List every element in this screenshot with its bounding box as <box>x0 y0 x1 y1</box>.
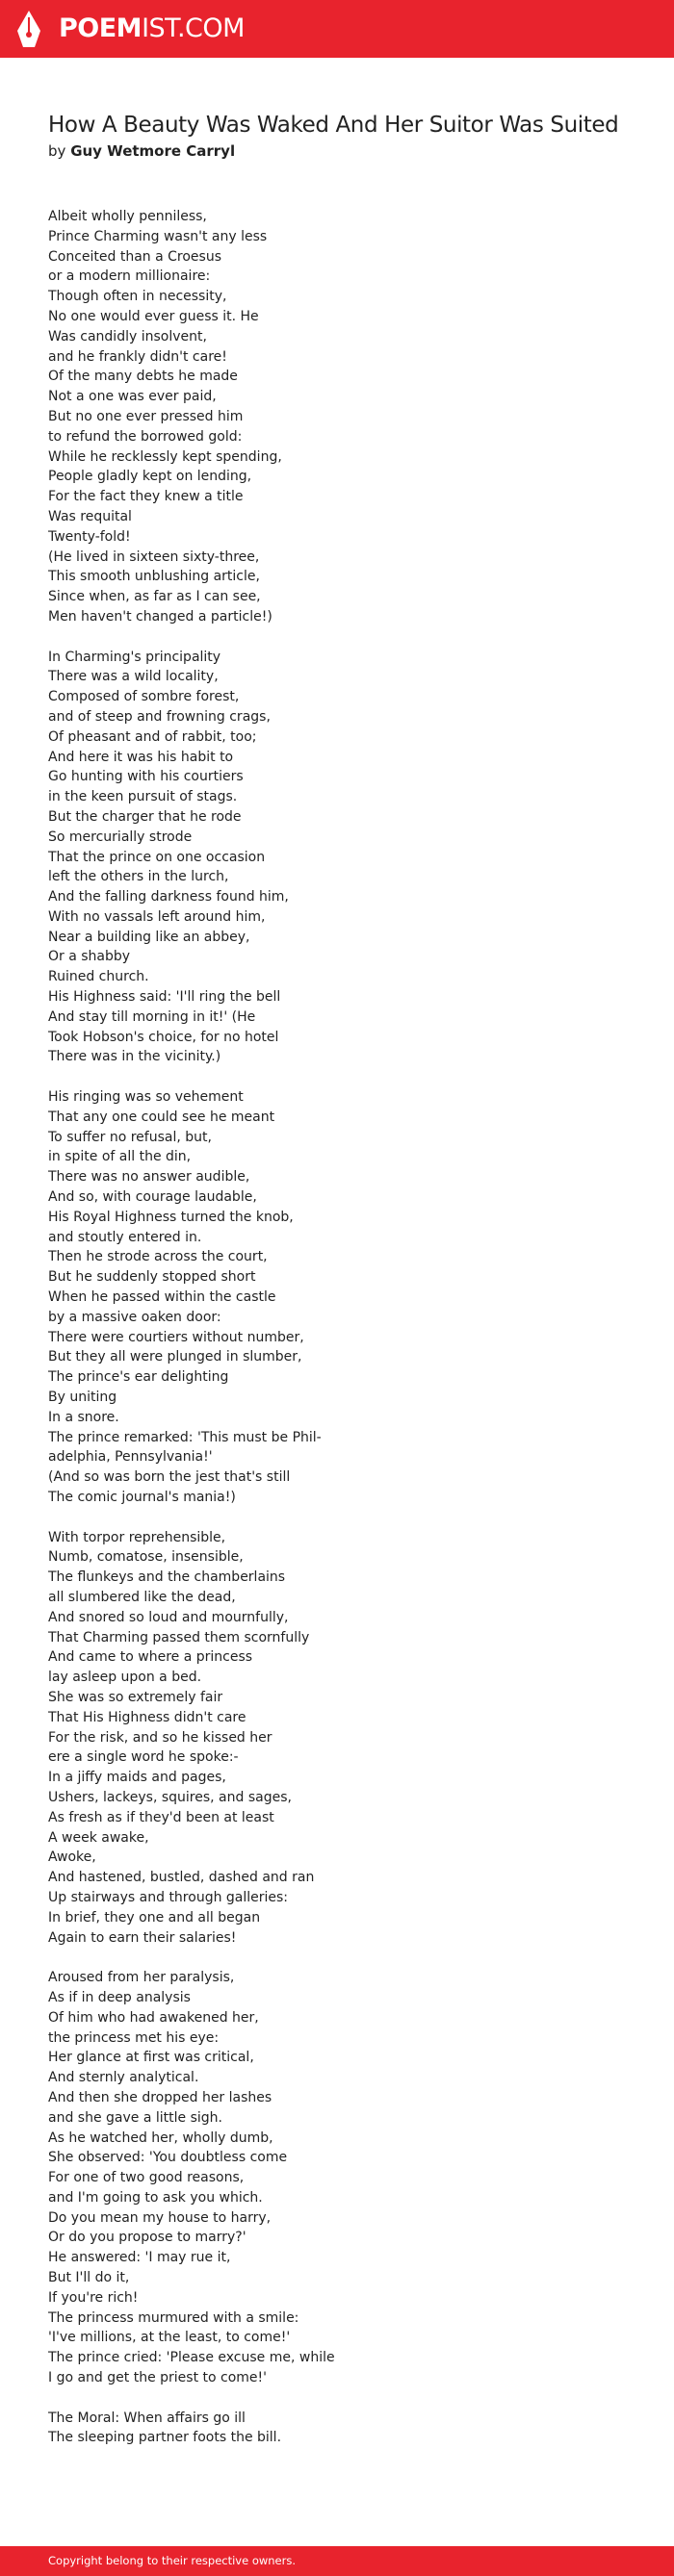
poem-line: She observed: 'You doubtless come <box>48 2150 288 2166</box>
poem-line: in spite of all the din, <box>48 1149 192 1165</box>
poem-line: Of the many debts he made <box>48 369 238 385</box>
poem-line: The prince cried: 'Please excuse me, while <box>48 2350 335 2366</box>
poem-line: Not a one was ever paid, <box>48 389 217 405</box>
poem-line: In Charming's principality <box>48 649 221 665</box>
poem-line: The prince's ear delighting <box>48 1369 229 1386</box>
poem-line: in the keen pursuit of stags. <box>48 789 238 805</box>
poem-line: Aroused from her paralysis, <box>48 1970 235 1986</box>
poem-line: But no one ever pressed him <box>48 408 244 424</box>
poem-line: His Highness said: 'I'll ring the bell <box>48 989 281 1006</box>
poem-line: To suffer no refusal, but, <box>48 1129 212 1145</box>
poem-line: That Charming passed them scornfully <box>48 1629 310 1645</box>
by-label: by <box>48 142 66 160</box>
poem-line: The princess murmured with a smile: <box>48 2309 299 2326</box>
poem-line: Or do you propose to marry?' <box>48 2230 246 2246</box>
poem-line: and stoutly entered in. <box>48 1229 202 1245</box>
site-footer <box>0 2546 674 2576</box>
logo-text-bold: POEM <box>59 13 143 43</box>
poem-line: the princess met his eye: <box>48 2029 220 2046</box>
author-link[interactable]: Guy Wetmore Carryl <box>70 142 236 160</box>
poem-line: by a massive oaken door: <box>48 1309 221 1325</box>
poem-line: Again to earn their salaries! <box>48 1929 237 1946</box>
poem-line: Albeit wholly penniless, <box>48 209 207 224</box>
pen-nib-icon[interactable] <box>16 10 41 48</box>
poem-line: (And so was born the jest that's still <box>48 1469 291 1486</box>
poem-line: But they all were plunged in slumber, <box>48 1349 302 1365</box>
poem-line: For the fact they knew a title <box>48 489 244 505</box>
poem-content <box>48 111 635 2468</box>
poem-line: Or a shabby <box>48 949 131 965</box>
poem-line: As if in deep analysis <box>48 1989 191 2005</box>
poem-line: 'I've millions, at the least, to come!' <box>48 2330 291 2346</box>
poem-line: Of him who had awakened her, <box>48 2009 259 2026</box>
stanza <box>48 2409 635 2449</box>
poem-line: If you're rich! <box>48 2289 139 2306</box>
poem-line: No one would ever guess it. He <box>48 308 259 324</box>
logo-text-thin: IST.COM <box>142 13 245 43</box>
poem-line: For the risk, and so he kissed her <box>48 1729 272 1746</box>
poem-line: Then he strode across the court, <box>48 1249 268 1265</box>
poem-line: That any one could see he meant <box>48 1109 275 1125</box>
poem-line: (He lived in sixteen sixty-three, <box>48 548 260 565</box>
poem-body <box>48 207 635 2448</box>
poem-line: Go hunting with his courtiers <box>48 769 244 785</box>
poem-line: Men haven't changed a particle!) <box>48 608 272 625</box>
poem-line: Twenty-fold! <box>48 528 131 545</box>
poem-line: and I'm going to ask you which. <box>48 2189 263 2206</box>
poem-line: Prince Charming wasn't any less <box>48 228 268 244</box>
poem-byline <box>48 141 635 161</box>
poem-line: And hastened, bustled, dashed and ran <box>48 1870 315 1886</box>
poem-line: But I'll do it, <box>48 2270 130 2286</box>
poem-line: Awoke, <box>48 1849 96 1866</box>
poem-line: Do you mean my house to harry, <box>48 2209 272 2226</box>
poem-line: And here it was his habit to <box>48 749 234 765</box>
poem-line: or a modern millionaire: <box>48 268 211 285</box>
stanza <box>48 1528 635 1949</box>
copyright-notice: Copyright belong to their respective owners. <box>48 2554 297 2567</box>
poem-line: Took Hobson's choice, for no hotel <box>48 1029 279 1045</box>
stanza <box>48 207 635 627</box>
poem-line: And the falling darkness found him, <box>48 889 289 905</box>
poem-line: The comic journal's mania!) <box>48 1490 236 1505</box>
poem-line: He answered: 'I may rue it, <box>48 2250 231 2266</box>
poem-line: In a snore. <box>48 1409 119 1425</box>
poem-line: People gladly kept on lending, <box>48 469 252 485</box>
poem-line: A week awake, <box>48 1829 149 1846</box>
poem-line: There was no answer audible, <box>48 1169 250 1186</box>
poem-line: Was requital <box>48 508 132 524</box>
poem-line: lay asleep upon a bed. <box>48 1670 202 1686</box>
poem-line: adelphia, Pennsylvania!' <box>48 1449 213 1466</box>
poem-line: That the prince on one occasion <box>48 849 266 865</box>
poem-line: Her glance at first was critical, <box>48 2050 254 2066</box>
stanza <box>48 1968 635 2388</box>
poem-line: But the charger that he rode <box>48 808 242 825</box>
stanza <box>48 1087 635 1508</box>
poem-line: Up stairways and through galleries: <box>48 1889 289 1905</box>
poem-line: Of pheasant and of rabbit, too; <box>48 728 257 745</box>
poem-title: How A Beauty Was Waked And Her Suitor Was Suited <box>48 113 619 138</box>
poem-line: The flunkeys and the chamberlains <box>48 1569 286 1586</box>
poem-line: Near a building like an abbey, <box>48 929 250 945</box>
poem-line: As he watched her, wholly dumb, <box>48 2130 273 2146</box>
poem-line: And so, with courage laudable, <box>48 1189 257 1206</box>
site-header <box>0 0 674 58</box>
poem-line: That His Highness didn't care <box>48 1709 246 1725</box>
poem-line: And then she dropped her lashes <box>48 2089 272 2105</box>
poem-line: And sternly analytical. <box>48 2070 199 2086</box>
poem-line: In brief, they one and all began <box>48 1909 261 1926</box>
poem-line: When he passed within the castle <box>48 1289 276 1306</box>
poem-line: So mercurially strode <box>48 829 193 845</box>
poem-line: In a jiffy maids and pages, <box>48 1770 226 1786</box>
poem-line: By uniting <box>48 1390 117 1406</box>
poem-line: and of steep and frowning crags, <box>48 708 271 725</box>
poem-line: ere a single word he spoke:- <box>48 1749 239 1766</box>
poem-line: left the others in the lurch, <box>48 869 229 885</box>
poem-line: Ushers, lackeys, squires, and sages, <box>48 1789 292 1805</box>
poem-line: I go and get the priest to come!' <box>48 2370 267 2386</box>
poem-line: and he frankly didn't care! <box>48 348 227 365</box>
poem-line: And came to where a princess <box>48 1649 253 1666</box>
poem-line: And snored so loud and mournfully, <box>48 1609 289 1625</box>
stanza <box>48 648 635 1068</box>
poem-line: With torpor reprehensible, <box>48 1529 226 1545</box>
poem-line: Since when, as far as I can see, <box>48 589 261 605</box>
poem-line: She was so extremely fair <box>48 1689 223 1705</box>
poem-line: And stay till morning in it!' (He <box>48 1008 256 1025</box>
poem-line: and she gave a little sigh. <box>48 2109 222 2126</box>
poem-line: His Royal Highness turned the knob, <box>48 1209 294 1225</box>
poem-line: The sleeping partner foots the bill. <box>48 2430 282 2446</box>
poem-line: While he recklessly kept spending, <box>48 448 282 465</box>
poem-line: Was candidly insolvent, <box>48 328 207 344</box>
poem-line: But he suddenly stopped short <box>48 1269 256 1286</box>
poem-line: Composed of sombre forest, <box>48 689 240 705</box>
poem-line: all slumbered like the dead, <box>48 1589 236 1605</box>
poem-line: This smooth unblushing article, <box>48 569 260 585</box>
poem-line: to refund the borrowed gold: <box>48 428 243 445</box>
poem-line: There were courtiers without number, <box>48 1329 304 1345</box>
poem-line: The prince remarked: 'This must be Phil- <box>48 1429 322 1445</box>
poem-line: Ruined church. <box>48 969 149 985</box>
poem-line: With no vassals left around him, <box>48 908 266 925</box>
poem-line: As fresh as if they'd been at least <box>48 1809 274 1825</box>
poem-line: His ringing was so vehement <box>48 1089 244 1106</box>
poem-line: There was in the vicinity.) <box>48 1049 221 1065</box>
poem-line: The Moral: When affairs go ill <box>48 2410 246 2426</box>
poem-line: Numb, comatose, insensible, <box>48 1549 244 1566</box>
poem-line: There was a wild locality, <box>48 669 219 685</box>
poem-line: Though often in necessity, <box>48 289 227 305</box>
poem-line: Conceited than a Croesus <box>48 248 222 265</box>
poem-line: For one of two good reasons, <box>48 2170 245 2186</box>
site-logo[interactable] <box>59 14 245 43</box>
